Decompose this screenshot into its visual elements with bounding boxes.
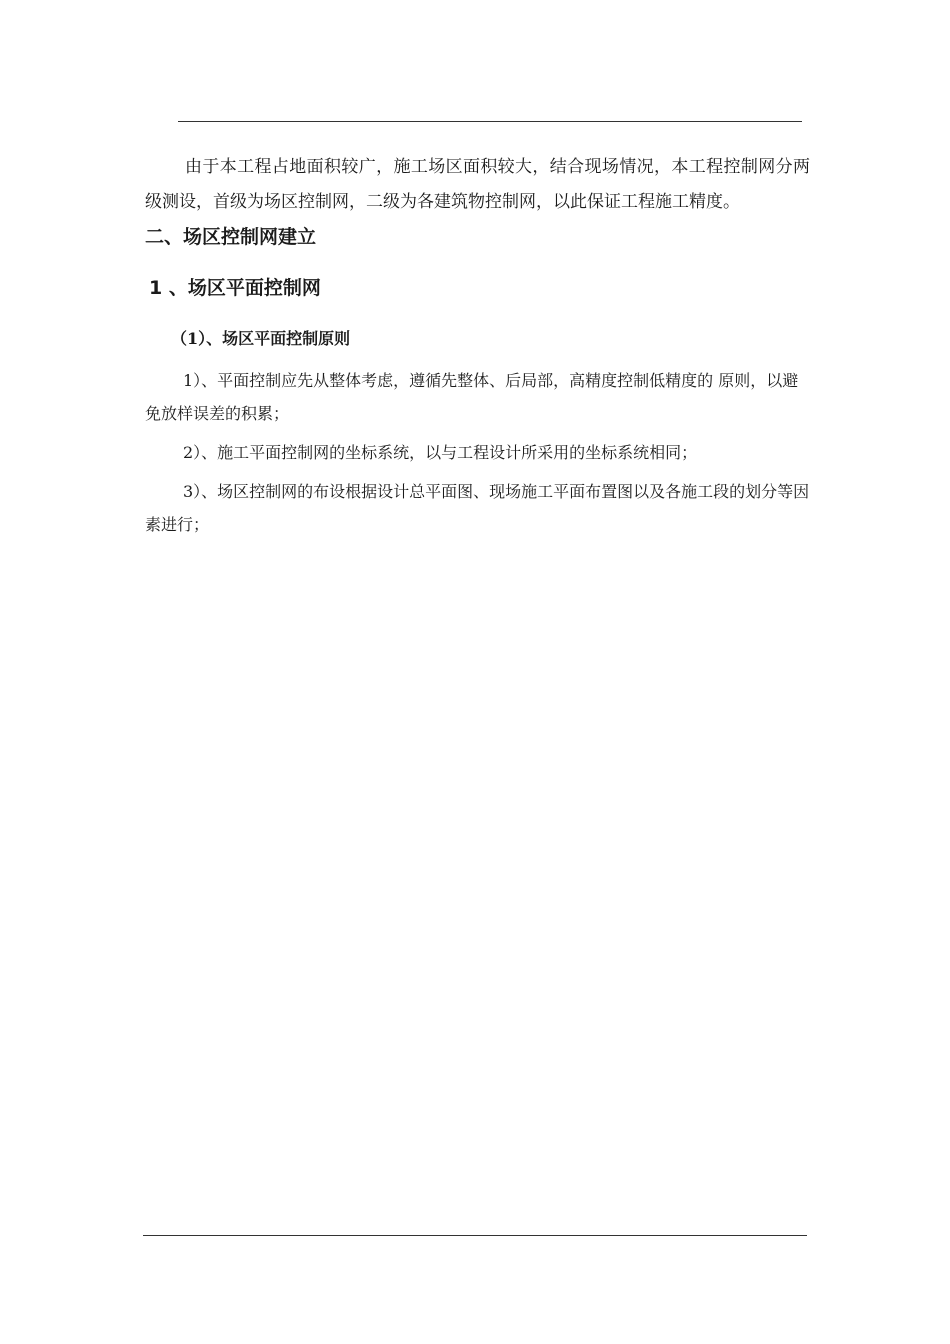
intro-paragraph: 由于本工程占地面积较广，施工场区面积较大，结合现场情况，本工程控制网分两级测设，首级为场区控制网，二级为各建筑物控制网，以此保证工程施工精度。 [145,157,810,212]
principle-item-2: 2）、施工平面控制网的坐标系统，以与工程设计所采用的坐标系统相同； [183,443,698,462]
section-heading: 二、场区控制网建立 [145,226,317,248]
principle-item-1: 1）、平面控制应先从整体考虑，遵循先整体、后局部，高精度控制低精度的 原则，以避免放样误差的积累； [145,371,799,423]
subsection-heading: 1 、场区平面控制网 [149,277,321,299]
sub-subsection-heading: （1）、场区平面控制原则 [171,329,351,348]
header-rule [178,121,802,122]
footer-rule [143,1235,807,1236]
principle-item-3: 3）、场区控制网的布设根据设计总平面图、现场施工平面布置图以及各施工段的划分等因素进行； [145,482,810,534]
document-body [145,150,810,541]
